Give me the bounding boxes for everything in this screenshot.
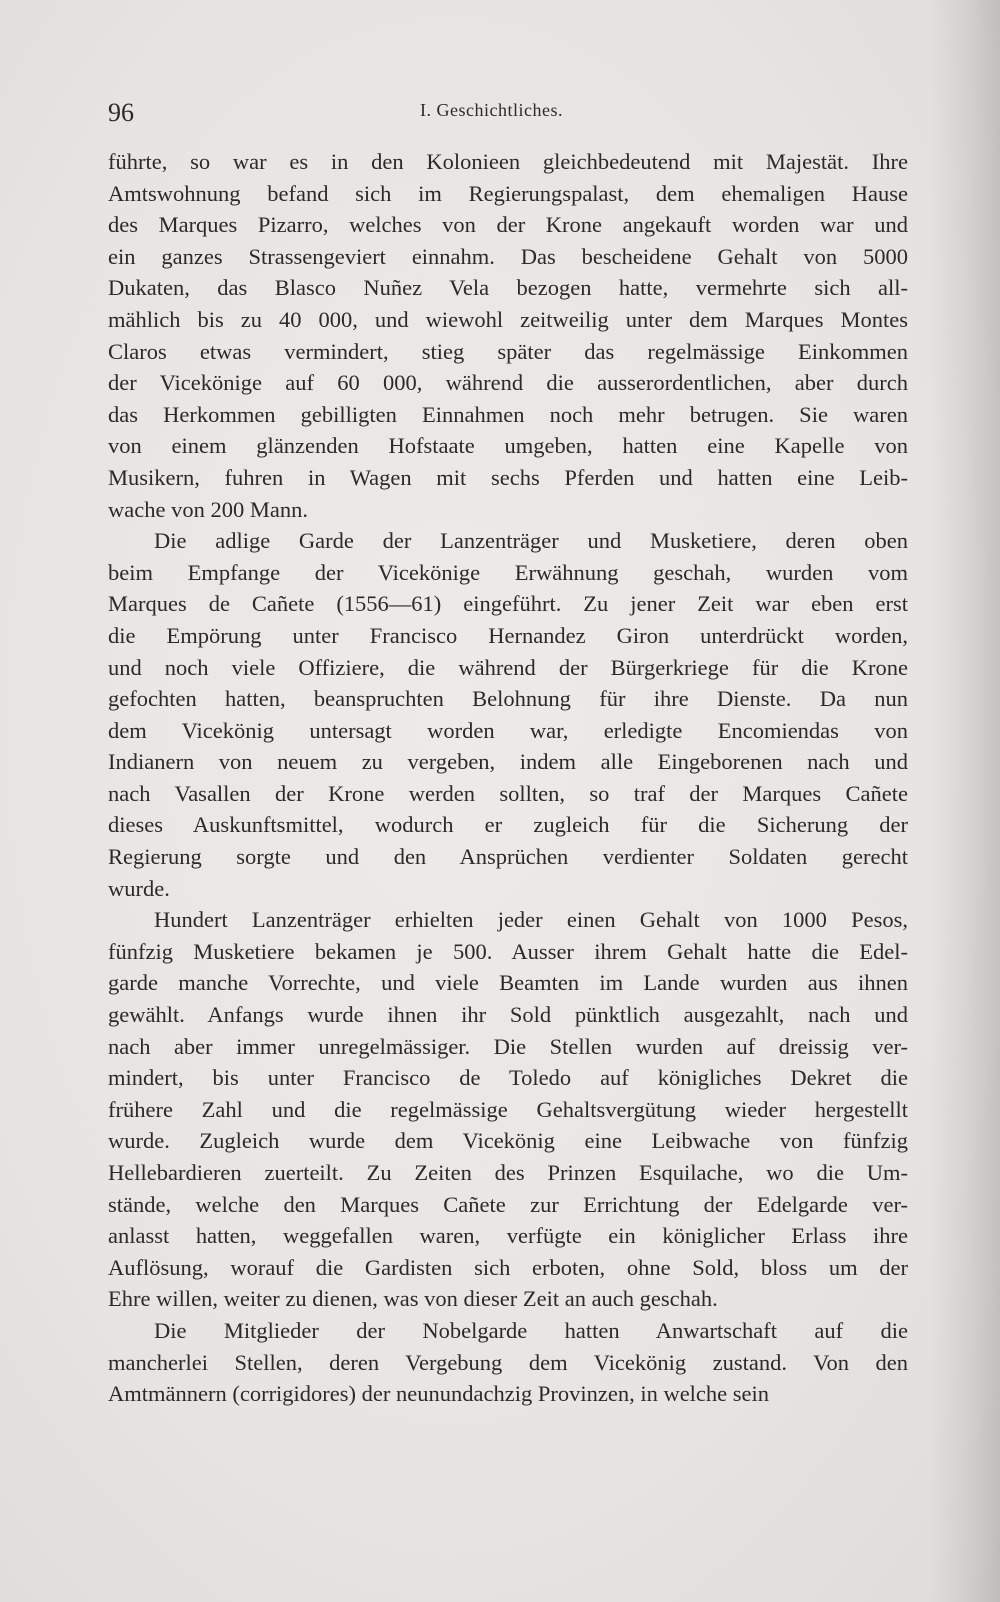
text-line: des Marques Pizarro, welches von der Krone angekauft worden war und (108, 212, 908, 238)
text-line: von einem glänzenden Hofstaate umgeben, hatten eine Kapelle von (108, 433, 908, 459)
text-line: frühere Zahl und die regelmässige Gehaltsvergütung wieder hergestellt (108, 1096, 908, 1122)
text-line: nach aber immer unregelmässiger. Die Stellen wurden auf dreissig ver- (108, 1033, 908, 1059)
text-line: garde manche Vorrechte, und viele Beamten im Lande wurden aus ihnen (108, 970, 908, 996)
text-line: Hellebardieren zuerteilt. Zu Zeiten des Prinzen Esquilache, wo die Um- (108, 1160, 908, 1185)
text-line: Hundert Lanzenträger erhielten jeder einen Gehalt von 1000 Pesos, (154, 907, 908, 933)
text-line: Amtswohnung befand sich im Regierungspalast, dem ehemaligen Hause (108, 180, 908, 206)
paragraph (108, 904, 908, 1315)
text-line: Die adlige Garde der Lanzenträger und Musketiere, deren oben (154, 528, 908, 554)
spine-shadow (930, 0, 1000, 1602)
text-line: Indianern von neuem zu vergeben, indem alle Eingeborenen nach und (108, 749, 908, 775)
text-line: wurde. Zugleich wurde dem Vicekönig eine Leibwache von fünfzig (108, 1128, 908, 1154)
text-line: die Empörung unter Francisco Hernandez Giron unterdrückt worden, (108, 622, 908, 648)
paragraph (108, 146, 908, 525)
text-line: Auflösung, worauf die Gardisten sich erboten, ohne Sold, bloss um der (108, 1254, 908, 1280)
text-line: mancherlei Stellen, deren Vergebung dem Vicekönig zustand. Von den (108, 1349, 908, 1375)
text-line: führte, so war es in den Kolonieen gleichbedeutend mit Majestät. Ihre (108, 149, 908, 174)
text-line: fünfzig Musketiere bekamen je 500. Ausser ihrem Gehalt hatte die Edel- (108, 938, 908, 964)
body-text (108, 146, 908, 1410)
paragraph (108, 1315, 908, 1410)
text-line: Amtmännern (corrigidores) der neunundachzig Provinzen, in welche sein (108, 1381, 770, 1407)
paragraph (108, 525, 908, 904)
text-line: nach Vasallen der Krone werden sollten, so traf der Marques Cañete (108, 780, 908, 806)
text-line: gewählt. Anfangs wurde ihnen ihr Sold pünktlich ausgezahlt, nach und (108, 1002, 908, 1028)
page-header (108, 98, 908, 138)
text-line: dem Vicekönig untersagt worden war, erledigte Encomiendas von (108, 717, 908, 743)
text-line: anlasst hatten, weggefallen waren, verfügte ein königlicher Erlass ihre (108, 1223, 908, 1249)
text-line: gefochten hatten, beanspruchten Belohnung für ihre Dienste. Da nun (108, 686, 908, 712)
text-line: Claros etwas vermindert, stieg später das regelmässige Einkommen (108, 338, 908, 364)
text-line: Marques de Cañete (1556—61) eingeführt. Zu jener Zeit war eben erst (108, 591, 908, 617)
text-line: wache von 200 Mann. (108, 496, 308, 522)
text-line: ein ganzes Strassengeviert einnahm. Das bescheidene Gehalt von 5000 (108, 243, 908, 269)
text-line: wurde. (108, 875, 170, 901)
text-line: beim Empfange der Vicekönige Erwähnung geschah, wurden vom (108, 559, 908, 585)
text-line: Regierung sorgte und den Ansprüchen verdienter Soldaten gerecht (108, 844, 908, 870)
text-line: mindert, bis unter Francisco de Toledo auf königliches Dekret die (108, 1065, 908, 1091)
text-line: Musikern, fuhren in Wagen mit sechs Pferden und hatten eine Leib- (108, 464, 908, 490)
text-line: stände, welche den Marques Cañete zur Errichtung der Edelgarde ver- (108, 1191, 908, 1217)
text-line: dieses Auskunftsmittel, wodurch er zugleich für die Sicherung der (108, 812, 908, 838)
page-number: 96 (108, 98, 134, 127)
running-head: I. Geschichtliches. (420, 100, 563, 120)
text-line: Die Mitglieder der Nobelgarde hatten Anwartschaft auf die (154, 1317, 908, 1343)
text-line: und noch viele Offiziere, die während der Bürgerkriege für die Krone (108, 654, 908, 680)
text-line: Dukaten, das Blasco Nuñez Vela bezogen hatte, vermehrte sich all- (108, 275, 908, 301)
text-line: Ehre willen, weiter zu dienen, was von dieser Zeit an auch geschah. (108, 1286, 718, 1312)
text-line: mählich bis zu 40 000, und wiewohl zeitweilig unter dem Marques Montes (108, 306, 908, 332)
text-line: der Vicekönige auf 60 000, während die ausserordentlichen, aber durch (108, 370, 908, 396)
text-line: das Herkommen gebilligten Einnahmen noch mehr betrugen. Sie waren (108, 401, 908, 427)
